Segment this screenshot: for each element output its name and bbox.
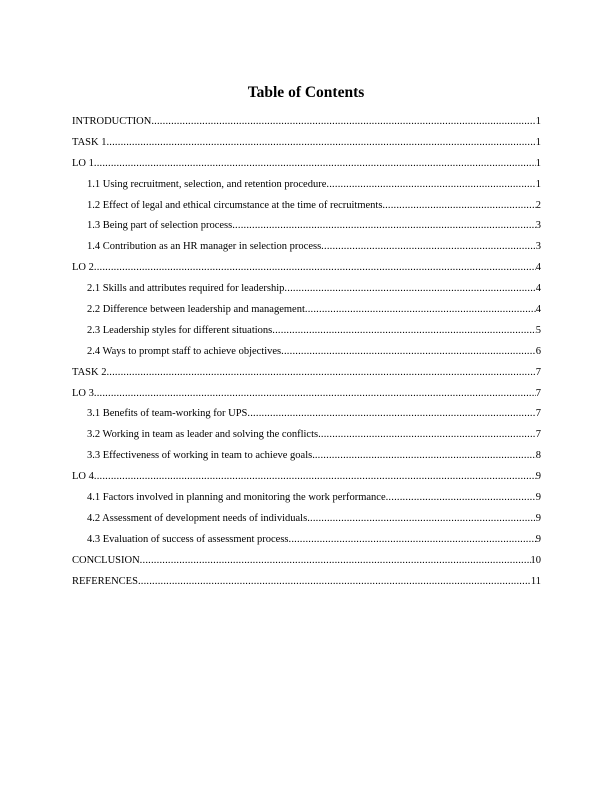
toc-dot-leader [94, 158, 536, 169]
toc-entry[interactable] [72, 429, 541, 450]
toc-dot-leader [318, 429, 536, 440]
toc-entry[interactable] [72, 116, 541, 137]
toc-entry-label: 2.2 Difference between leadership and management [87, 304, 305, 316]
toc-entry-page-number: 3 [535, 220, 541, 232]
toc-dot-leader [385, 200, 536, 211]
toc-entry[interactable] [72, 241, 541, 262]
table-of-contents [72, 116, 541, 596]
toc-entry[interactable] [72, 346, 541, 367]
toc-entry[interactable] [72, 388, 541, 409]
toc-entry-page-number: 4 [535, 262, 541, 274]
toc-entry-page-number: 1 [535, 116, 541, 127]
toc-entry-page-number: 6 [535, 345, 541, 357]
toc-entry[interactable] [72, 471, 541, 492]
toc-entry-page-number: 7 [535, 429, 541, 441]
toc-entry-label: 3.2 Working in team as leader and solving the conflicts [87, 429, 319, 441]
toc-entry-label: CONCLUSION [72, 554, 140, 566]
toc-dot-leader [138, 576, 531, 587]
toc-entry-label: 4.1 Factors involved in planning and monitoring the work performance [87, 492, 386, 504]
toc-dot-leader [151, 116, 535, 127]
toc-dot-leader [94, 471, 536, 482]
toc-entry-page-number: 8 [535, 450, 541, 462]
toc-dot-leader [106, 137, 535, 148]
toc-dot-leader [326, 179, 535, 190]
toc-dot-leader [305, 304, 536, 315]
toc-entry-label: LO 2 [72, 262, 94, 274]
toc-dot-leader [106, 367, 535, 378]
toc-entry[interactable] [72, 408, 541, 429]
toc-entry[interactable] [72, 200, 541, 221]
toc-entry-label: REFERENCES [72, 575, 138, 587]
toc-entry-label: TASK 2 [72, 366, 107, 378]
toc-entry-page-number: 1 [535, 178, 541, 190]
toc-dot-leader [140, 555, 531, 566]
toc-entry[interactable] [72, 534, 541, 555]
toc-entry[interactable] [72, 492, 541, 513]
toc-dot-leader [386, 492, 536, 503]
toc-entry-page-number: 5 [535, 324, 541, 336]
toc-entry-page-number: 4 [535, 283, 541, 295]
toc-entry-label: 1.1 Using recruitment, selection, and retention procedure [87, 178, 327, 190]
toc-entry[interactable] [72, 137, 541, 158]
toc-entry[interactable] [72, 220, 541, 241]
toc-dot-leader [315, 450, 536, 461]
toc-entry-label: 2.3 Leadership styles for different situations [87, 324, 273, 336]
toc-entry-page-number: 9 [535, 492, 541, 504]
toc-entry-page-number: 9 [535, 512, 541, 524]
toc-entry-label: 1.2 Effect of legal and ethical circumstance at the time of recruitments. [87, 199, 386, 211]
toc-entry-page-number: 3 [535, 241, 541, 253]
toc-entry-label: LO 4 [72, 471, 94, 483]
toc-dot-leader [94, 388, 536, 399]
toc-entry-label: LO 1 [72, 157, 94, 169]
toc-entry-page-number: 7 [535, 366, 541, 378]
toc-entry[interactable] [72, 555, 541, 576]
toc-entry-label: 1.4 Contribution as an HR manager in selection process [87, 241, 322, 253]
toc-entry-page-number: 1 [535, 157, 541, 169]
toc-entry-label: 4.3 Evaluation of success of assessment process [87, 533, 289, 545]
toc-dot-leader [247, 408, 535, 419]
toc-dot-leader [321, 241, 536, 252]
toc-dot-leader [307, 513, 536, 524]
toc-entry[interactable] [72, 158, 541, 179]
toc-entry-label: LO 3 [72, 387, 94, 399]
toc-dot-leader [272, 325, 535, 336]
toc-entry-page-number: 4 [535, 304, 541, 316]
page-title: Table of Contents [247, 84, 365, 101]
toc-entry-label: 4.2 Assessment of development needs of individuals [87, 512, 308, 524]
toc-entry[interactable] [72, 262, 541, 283]
toc-dot-leader [289, 534, 536, 545]
toc-entry-page-number: 7 [535, 408, 541, 420]
toc-entry-label: TASK 1 [72, 136, 107, 148]
toc-entry[interactable] [72, 450, 541, 471]
toc-entry[interactable] [72, 576, 541, 597]
toc-entry[interactable] [72, 325, 541, 346]
toc-entry[interactable] [72, 283, 541, 304]
toc-entry-page-number: 7 [535, 387, 541, 399]
toc-dot-leader [232, 220, 536, 231]
toc-entry[interactable] [72, 179, 541, 200]
toc-entry-label: 2.1 Skills and attributes required for leadership [87, 283, 285, 295]
toc-entry-page-number: 10 [530, 554, 541, 566]
toc-entry-label: INTRODUCTION [72, 116, 152, 127]
toc-dot-leader [284, 283, 535, 294]
toc-entry-page-number: 9 [535, 471, 541, 483]
toc-entry-label: 1.3 Being part of selection process [87, 220, 233, 232]
toc-dot-leader [94, 262, 536, 273]
toc-entry-page-number: 1 [535, 136, 541, 148]
toc-entry[interactable] [72, 304, 541, 325]
toc-entry-label: 2.4 Ways to prompt staff to achieve objectives [87, 345, 282, 357]
toc-entry[interactable] [72, 513, 541, 534]
toc-entry-label: 3.1 Benefits of team-working for UPS [87, 408, 248, 420]
toc-entry-label: 3.3 Effectiveness of working in team to achieve goals. [87, 450, 315, 462]
toc-entry-page-number: 2 [535, 199, 541, 211]
toc-entry-page-number: 11 [530, 575, 541, 587]
toc-dot-leader [281, 346, 536, 357]
toc-entry-page-number: 9 [535, 533, 541, 545]
toc-entry[interactable] [72, 367, 541, 388]
